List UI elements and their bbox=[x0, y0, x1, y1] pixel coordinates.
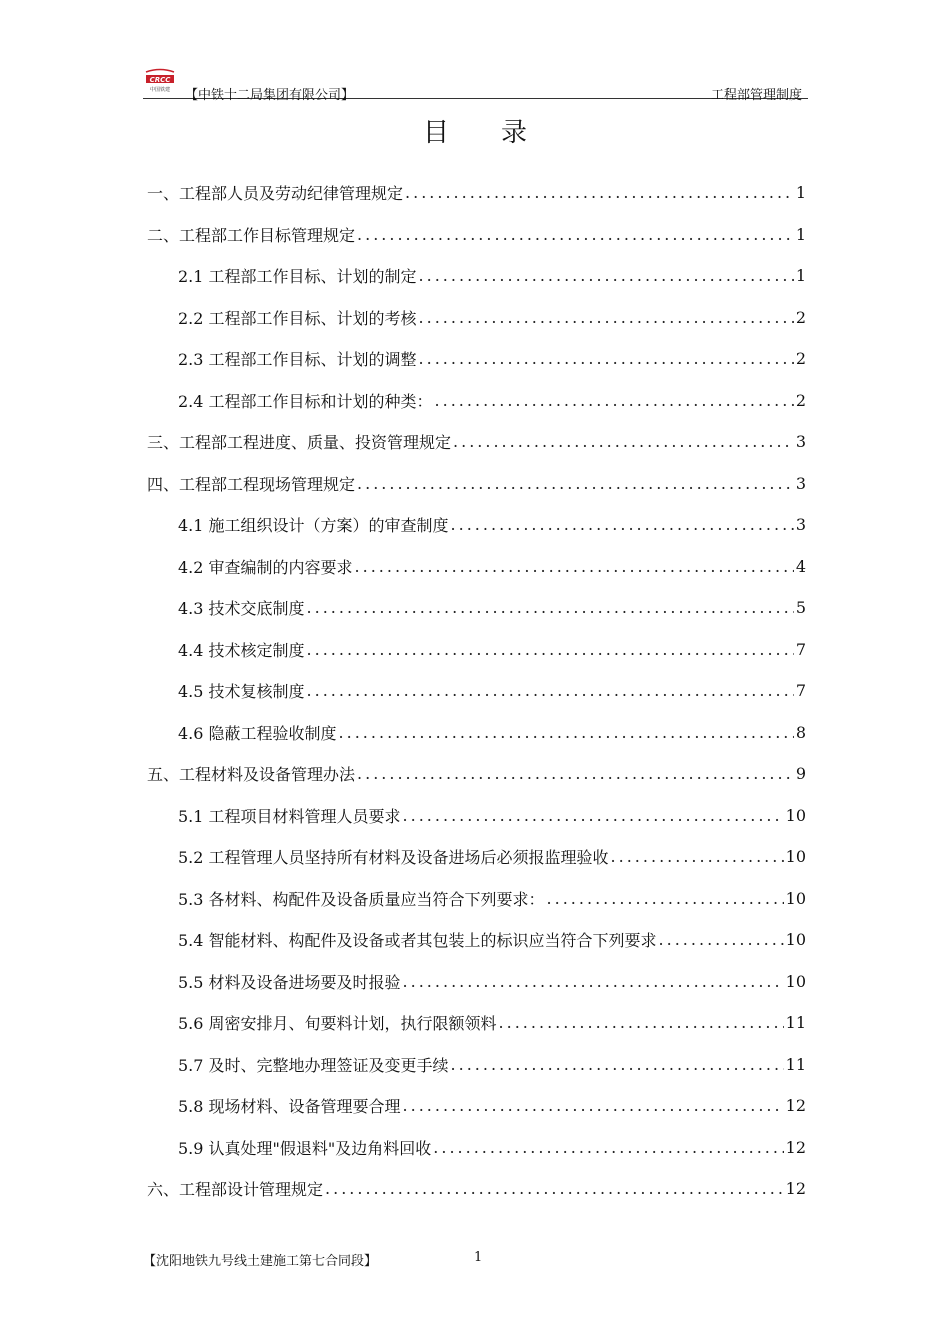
toc-entry-label: 4.6 隐蔽工程验收制度 bbox=[178, 723, 337, 743]
toc-entry-page: 9 bbox=[795, 764, 806, 784]
toc-leader-dots bbox=[611, 847, 784, 866]
toc-entry-page: 1 bbox=[795, 183, 806, 203]
toc-entry-label: 5.6 周密安排月、旬要料计划，执行限额领料 bbox=[178, 1014, 497, 1034]
toc-entry[interactable] bbox=[147, 878, 806, 920]
toc-entry-page: 3 bbox=[795, 473, 806, 493]
toc-entry-label: 一、工程部人员及劳动纪律管理规定 bbox=[147, 184, 404, 204]
toc-entry-label: 5.3 各材料、构配件及设备质量应当符合下列要求： bbox=[178, 889, 545, 909]
toc-leader-dots bbox=[419, 266, 794, 285]
toc-entry-label: 5.5 材料及设备进场要及时报验 bbox=[178, 972, 401, 992]
toc-entry-page: 2 bbox=[795, 349, 806, 369]
toc-leader-dots bbox=[451, 1055, 784, 1074]
toc-entry-label: 三、工程部工程进度、质量、投资管理规定 bbox=[147, 433, 452, 453]
toc-entry-page: 10 bbox=[785, 805, 806, 825]
toc-entry-page: 8 bbox=[795, 722, 806, 742]
toc-entry[interactable] bbox=[147, 629, 806, 671]
toc-entry-page: 2 bbox=[795, 307, 806, 327]
toc-entry[interactable] bbox=[147, 214, 806, 256]
toc-leader-dots bbox=[307, 640, 794, 659]
toc-entry[interactable] bbox=[147, 712, 806, 754]
toc-entry-label: 5.9 认真处理"假退料"及边角料回收 bbox=[178, 1138, 432, 1158]
toc-leader-dots bbox=[659, 930, 784, 949]
company-logo bbox=[143, 68, 177, 94]
page-title: 目录 bbox=[422, 118, 579, 148]
toc-leader-dots bbox=[499, 1013, 784, 1032]
toc-entry-page: 12 bbox=[785, 1137, 806, 1157]
toc-entry-label: 二、工程部工作目标管理规定 bbox=[147, 225, 356, 245]
toc-entry[interactable] bbox=[147, 753, 806, 795]
toc-entry-page: 10 bbox=[785, 971, 806, 991]
toc-leader-dots bbox=[453, 432, 794, 451]
toc-entry-page: 1 bbox=[795, 224, 806, 244]
toc-entry[interactable] bbox=[147, 380, 806, 422]
toc-entry-label: 5.7 及时、完整地办理签证及变更手续 bbox=[178, 1055, 449, 1075]
toc-entry-page: 3 bbox=[795, 432, 806, 452]
toc-entry-page: 10 bbox=[785, 888, 806, 908]
toc-entry[interactable] bbox=[147, 670, 806, 712]
toc-entry-label: 5.2 工程管理人员坚持所有材料及设备进场后必须报监理验收 bbox=[178, 848, 609, 868]
toc-leader-dots bbox=[451, 515, 794, 534]
toc-entry[interactable] bbox=[147, 172, 806, 214]
toc-entry[interactable] bbox=[147, 338, 806, 380]
toc-entry-label: 5.8 现场材料、设备管理要合理 bbox=[178, 1097, 401, 1117]
toc-entry-page: 3 bbox=[795, 515, 806, 535]
toc-entry[interactable] bbox=[147, 297, 806, 339]
toc-entry[interactable] bbox=[147, 836, 806, 878]
toc-leader-dots bbox=[355, 557, 794, 576]
toc-entry-page: 12 bbox=[785, 1179, 806, 1199]
page-header bbox=[143, 68, 808, 103]
toc-leader-dots bbox=[357, 474, 794, 493]
toc-entry-label: 2.4 工程部工作目标和计划的种类： bbox=[178, 391, 433, 411]
toc-entry-label: 5.1 工程项目材料管理人员要求 bbox=[178, 806, 401, 826]
toc-entry-page: 4 bbox=[795, 556, 806, 576]
toc-entry-page: 1 bbox=[795, 266, 806, 286]
toc-entry[interactable] bbox=[147, 919, 806, 961]
toc-entry[interactable] bbox=[147, 546, 806, 588]
toc-leader-dots bbox=[403, 972, 784, 991]
toc-entry-page: 7 bbox=[795, 639, 806, 659]
logo-text: CRCC bbox=[149, 76, 171, 84]
toc-entry-page: 7 bbox=[795, 681, 806, 701]
logo-subtext: 中国铁建 bbox=[149, 87, 171, 93]
toc-leader-dots bbox=[339, 723, 794, 742]
toc-entry-label: 2.2 工程部工作目标、计划的考核 bbox=[178, 308, 417, 328]
toc-entry-label: 4.2 审查编制的内容要求 bbox=[178, 557, 353, 577]
toc-leader-dots bbox=[433, 1138, 783, 1157]
company-name: 【中铁十二局集团有限公司】 bbox=[185, 88, 355, 103]
table-of-contents bbox=[147, 172, 806, 1210]
toc-leader-dots bbox=[547, 889, 784, 908]
toc-entry-label: 四、工程部工程现场管理规定 bbox=[147, 474, 356, 494]
toc-leader-dots bbox=[357, 764, 794, 783]
toc-entry-label: 4.3 技术交底制度 bbox=[178, 599, 305, 619]
document-type: 工程部管理制度 bbox=[710, 88, 802, 103]
toc-entry[interactable] bbox=[147, 1044, 806, 1086]
toc-entry[interactable] bbox=[147, 421, 806, 463]
toc-leader-dots bbox=[403, 1096, 784, 1115]
toc-entry-page: 10 bbox=[785, 930, 806, 950]
toc-leader-dots bbox=[325, 1179, 784, 1198]
toc-leader-dots bbox=[435, 391, 794, 410]
toc-entry[interactable] bbox=[147, 1168, 806, 1210]
toc-entry-page: 5 bbox=[795, 598, 806, 618]
toc-entry-label: 4.1 施工组织设计（方案）的审查制度 bbox=[178, 516, 449, 536]
toc-entry[interactable] bbox=[147, 1002, 806, 1044]
toc-leader-dots bbox=[419, 349, 794, 368]
toc-entry-label: 六、工程部设计管理规定 bbox=[147, 1180, 324, 1200]
toc-entry-page: 11 bbox=[785, 1054, 806, 1074]
toc-leader-dots bbox=[307, 598, 794, 617]
toc-entry-label: 4.5 技术复核制度 bbox=[178, 682, 305, 702]
toc-entry-label: 2.3 工程部工作目标、计划的调整 bbox=[178, 350, 417, 370]
toc-entry-label: 4.4 技术核定制度 bbox=[178, 640, 305, 660]
toc-entry[interactable] bbox=[147, 463, 806, 505]
toc-leader-dots bbox=[403, 806, 784, 825]
toc-entry-page: 10 bbox=[785, 847, 806, 867]
toc-entry[interactable] bbox=[147, 1127, 806, 1169]
toc-entry-label: 5.4 智能材料、构配件及设备或者其包装上的标识应当符合下列要求 bbox=[178, 931, 657, 951]
project-name: 【沈阳地铁九号线土建施工第七合同段】 bbox=[143, 1254, 378, 1269]
page-number: 1 bbox=[474, 1250, 483, 1265]
toc-entry-label: 2.1 工程部工作目标、计划的制定 bbox=[178, 267, 417, 287]
toc-entry[interactable] bbox=[147, 587, 806, 629]
toc-leader-dots bbox=[307, 681, 794, 700]
toc-entry-page: 2 bbox=[795, 390, 806, 410]
toc-entry-label: 五、工程材料及设备管理办法 bbox=[147, 765, 356, 785]
toc-leader-dots bbox=[357, 225, 794, 244]
toc-entry[interactable] bbox=[147, 961, 806, 1003]
toc-leader-dots bbox=[405, 183, 794, 202]
toc-entry[interactable] bbox=[147, 504, 806, 546]
toc-entry-page: 12 bbox=[785, 1096, 806, 1116]
toc-entry[interactable] bbox=[147, 255, 806, 297]
toc-entry-page: 11 bbox=[785, 1013, 806, 1033]
toc-entry[interactable] bbox=[147, 1085, 806, 1127]
toc-leader-dots bbox=[419, 308, 794, 327]
toc-entry[interactable] bbox=[147, 795, 806, 837]
